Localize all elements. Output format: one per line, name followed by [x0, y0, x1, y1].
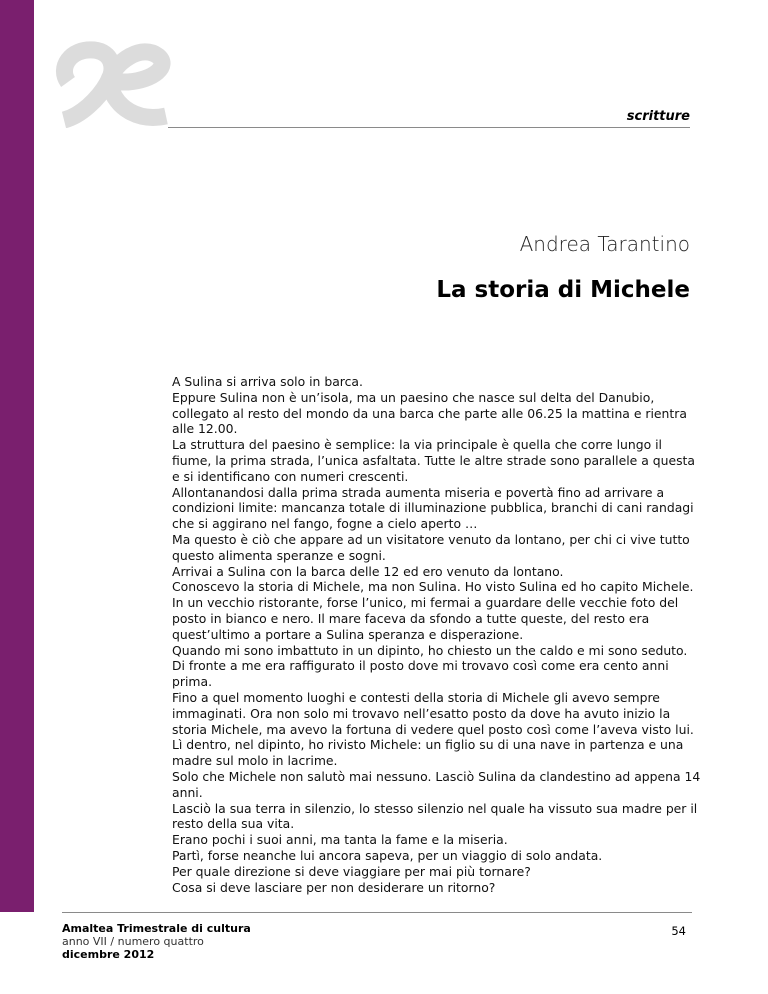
body-paragraph: Conoscevo la storia di Michele, ma non Sulina. Ho visto Sulina ed ho capito Michele. — [172, 579, 694, 595]
body-paragraph: In un vecchio ristorante, forse l’unico, mi fermai a guardare delle vecchie foto del posto in bianco e nero. Il mare faceva da sfondo a tutte queste, del resto era quest’ultimo a portare a Sulina speranza e disperazione. — [172, 595, 679, 642]
article-title: La storia di Michele — [436, 277, 690, 303]
body-paragraph: Solo che Michele non salutò mai nessuno. Lasciò Sulina da clandestino ad appena 14 anni. — [172, 768, 701, 800]
body-paragraph: Di fronte a me era raffigurato il posto dove mi trovavo così come era cento anni prima. — [172, 658, 669, 690]
body-paragraph: Quando mi sono imbattuto in un dipinto, ho chiesto un the caldo e mi sono seduto. — [172, 642, 688, 658]
body-paragraph: Partì, forse neanche lui ancora sapeva, per un viaggio di solo andata. — [172, 847, 603, 863]
page-number: 54 — [671, 924, 686, 938]
body-paragraph: Lasciò la sua terra in silenzio, lo stesso silenzio nel quale ha vissuto sua madre per il resto della sua vita. — [172, 800, 698, 832]
body-paragraph: Fino a quel momento luoghi e contesti della storia di Michele gli avevo sempre immaginati. Ora non solo mi trovavo nell’esatto posto da dove ha avuto inizio la storia Michele, ma avevo la fortuna di vedere quel posto così come l’aveva visto lui. — [172, 689, 694, 737]
article-body — [172, 374, 702, 895]
body-paragraph: Erano pochi i suoi anni, ma tanta la fame e la miseria. — [172, 832, 508, 848]
side-color-band — [0, 0, 34, 912]
footer-divider — [62, 912, 692, 913]
footer-publication-info — [62, 922, 251, 961]
body-paragraph: Ma questo è ciò che appare ad un visitatore venuto da lontano, per chi ci vive tutto questo alimenta speranze e sogni. — [172, 531, 690, 563]
body-paragraph: La struttura del paesino è semplice: la via principale è quella che corre lungo il fiume, la prima strada, l’unica asfaltata. Tutte le altre strade sono parallele a questa e si identificano con numeri crescenti. — [172, 437, 696, 484]
article-author: Andrea Tarantino — [519, 232, 690, 256]
body-paragraph: Lì dentro, nel dipinto, ho rivisto Michele: un figlio su di una nave in partenza e una madre sul molo in lacrime. — [172, 737, 684, 769]
body-paragraph: Cosa si deve lasciare per non desiderare un ritorno? — [172, 879, 496, 895]
body-paragraph: Arrivai a Sulina con la barca delle 12 ed ero venuto da lontano. — [172, 563, 564, 579]
body-paragraph: A Sulina si arriva solo in barca. — [172, 374, 363, 389]
body-paragraph: Eppure Sulina non è un’isola, ma un paesino che nasce sul delta del Danubio, collegato al resto del mondo da una barca che parte alle 06.25 la mattina e rientra alle 12.00. — [172, 389, 687, 437]
body-paragraph: Allontanandosi dalla prima strada aumenta miseria e povertà fino ad arrivare a condizioni limite: mancanza totale di illuminazione pubblica, branchi di cani randagi che si aggirano nel fango, fogne a cielo aperto … — [172, 484, 694, 532]
issue-info: anno VII / numero quattro — [62, 935, 204, 948]
body-paragraph: Per quale direzione si deve viaggiare per mai più tornare? — [172, 863, 531, 879]
journal-name: Amaltea Trimestrale di cultura — [62, 922, 251, 935]
header-divider — [168, 127, 690, 128]
issue-date: dicembre 2012 — [62, 948, 155, 961]
section-label: scritture — [626, 109, 690, 124]
ae-ligature-logo-icon — [50, 38, 172, 128]
